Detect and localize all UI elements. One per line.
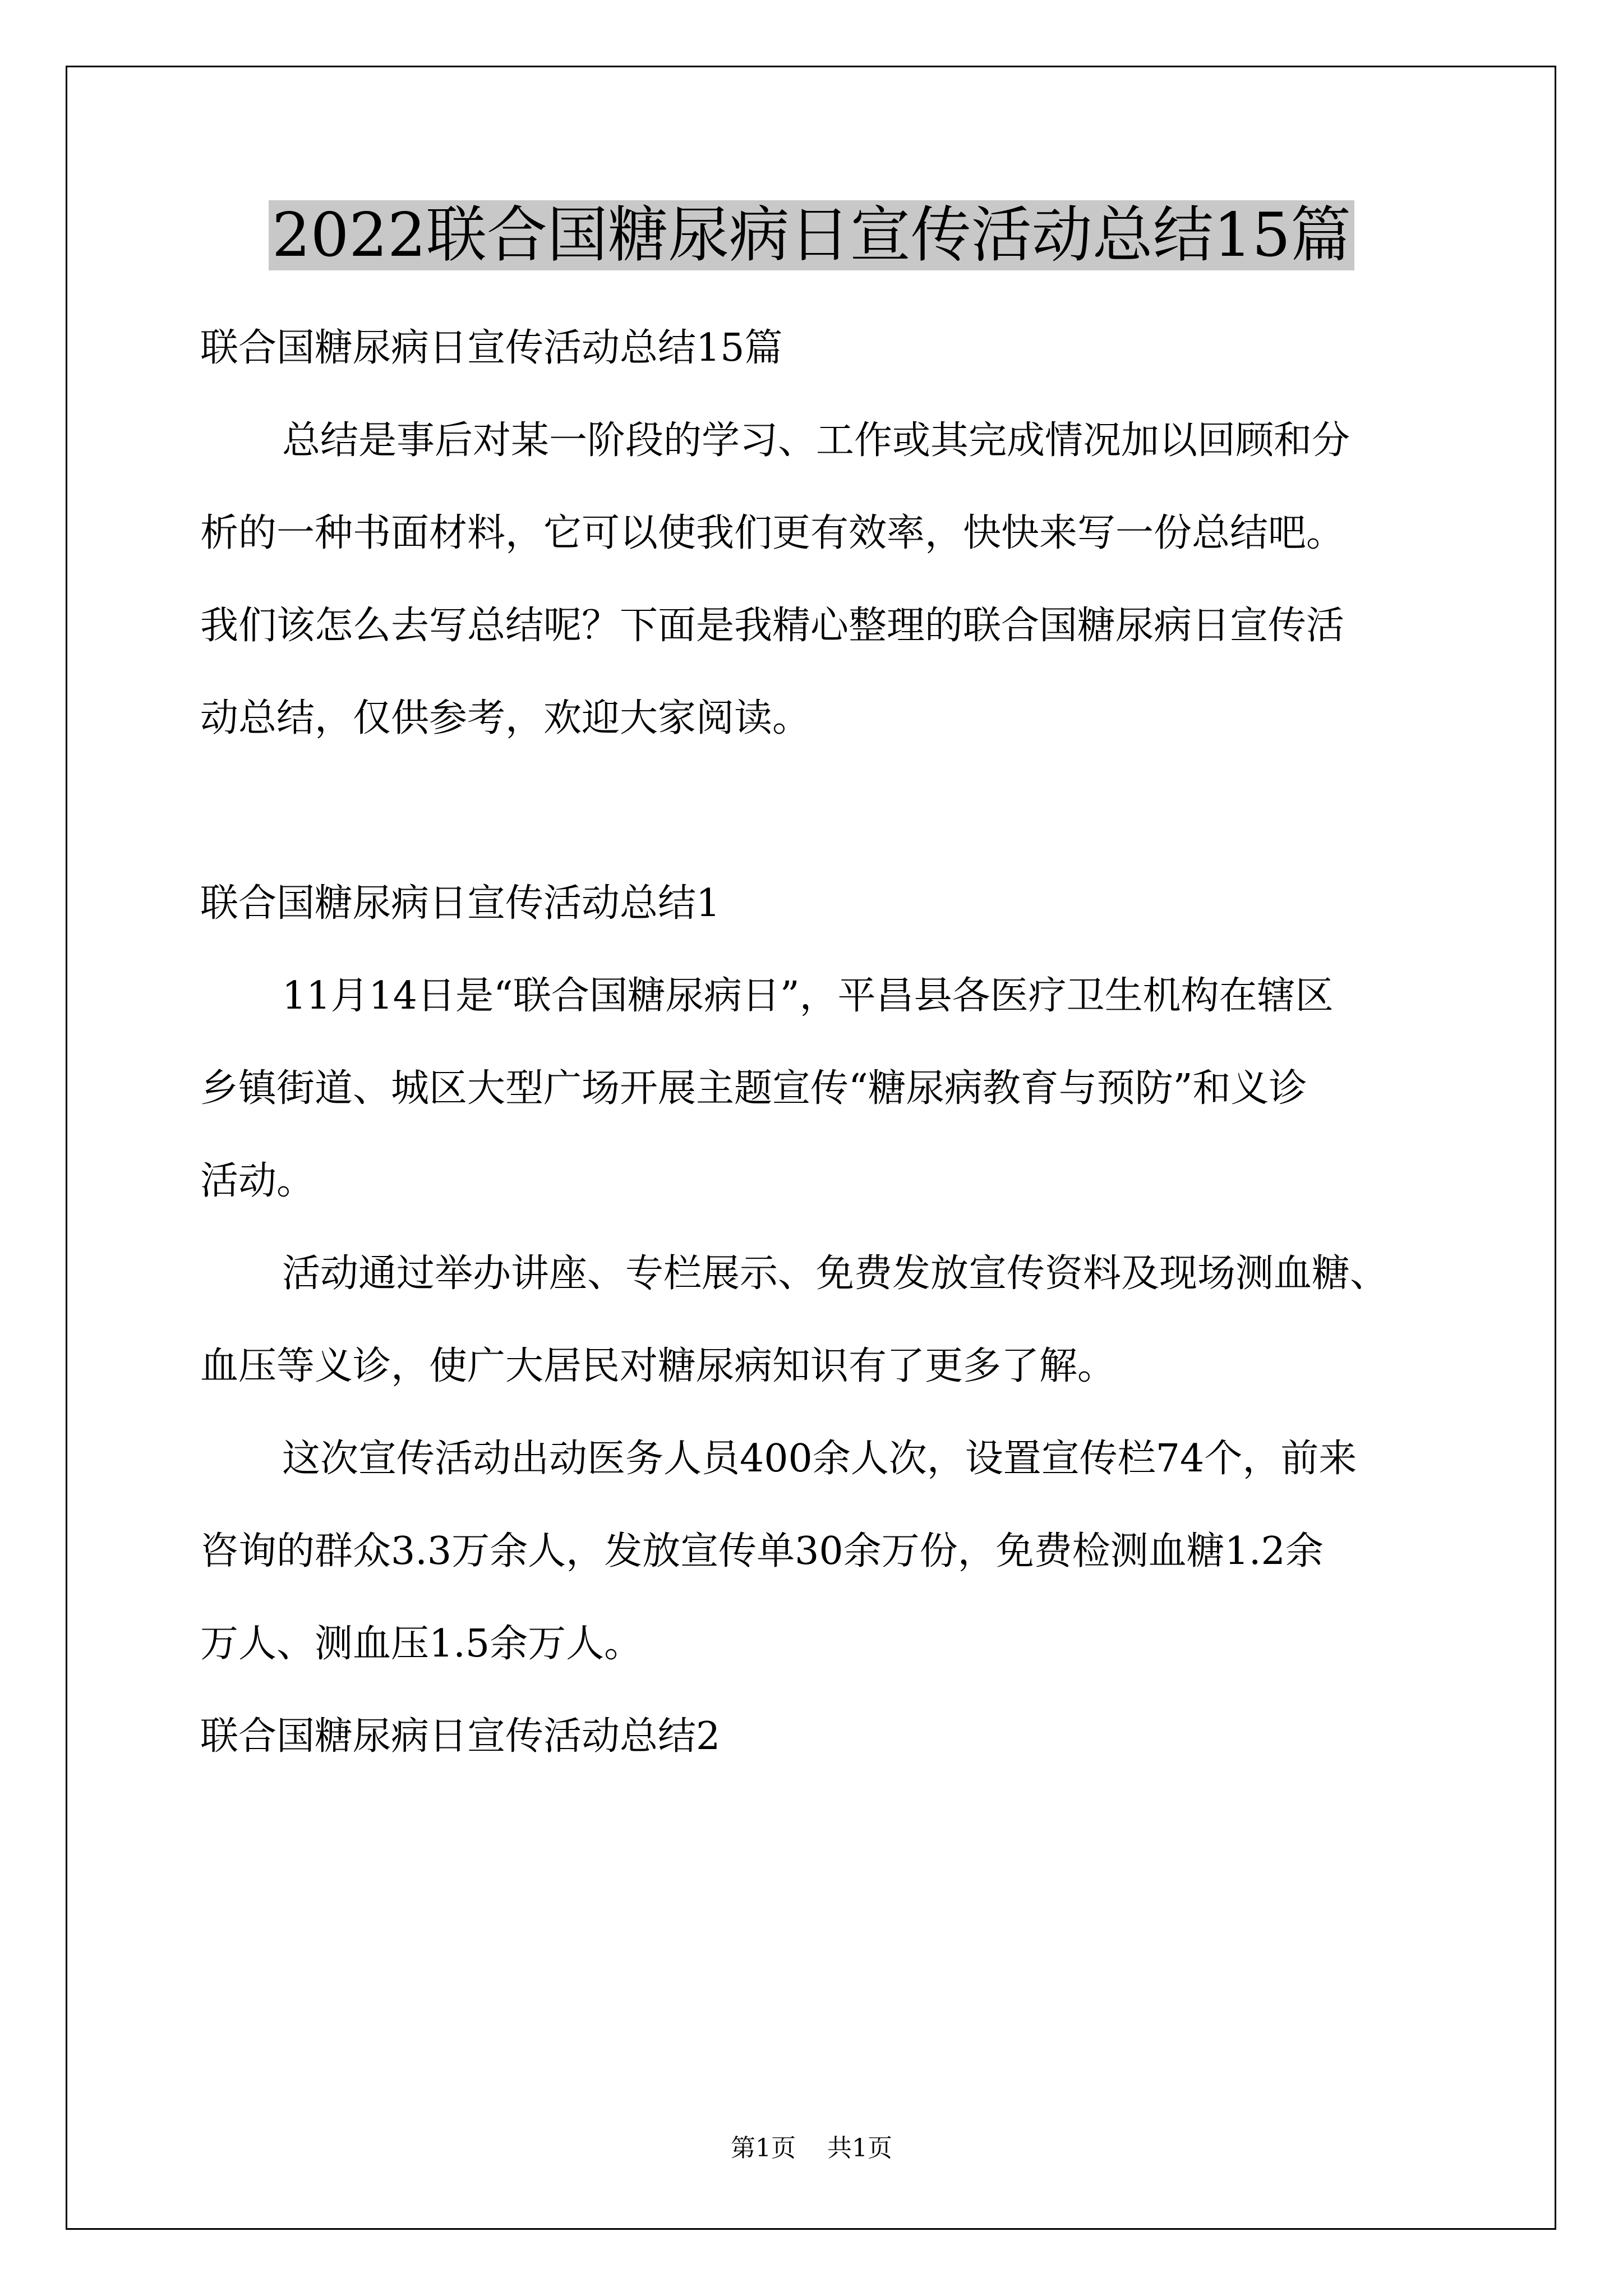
page-footer	[0, 2132, 1623, 2165]
document-body	[200, 302, 1440, 1783]
document-title-text: 2022联合国糖尿病日宣传活动总结15篇	[269, 200, 1354, 270]
paragraph-gap	[200, 765, 1440, 857]
intro-line: 动总结，仅供参考，欢迎大家阅读。	[200, 696, 811, 740]
paragraph-line: 活动通过举办讲座、专栏展示、免费发放宣传资料及现场测血糖、	[282, 1251, 1389, 1296]
page-total: 共1页	[827, 2134, 892, 2162]
paragraph-line: 活动。	[200, 1159, 315, 1203]
paragraph-line: 乡镇街道、城区大型广场开展主题宣传“糖尿病教育与预防”和义诊	[200, 1066, 1307, 1111]
intro-line: 我们该怎么去写总结呢？下面是我精心整理的联合国糖尿病日宣传活	[200, 604, 1345, 648]
section-heading-2: 联合国糖尿病日宣传活动总结2	[200, 1714, 721, 1759]
paragraph-line: 血压等义诊，使广大居民对糖尿病知识有了更多了解。	[200, 1344, 1116, 1388]
intro-line: 总结是事后对某一阶段的学习、工作或其完成情况加以回顾和分	[282, 418, 1350, 463]
paragraph-line: 万人、测血压1.5余万人。	[200, 1622, 643, 1666]
document-title	[0, 196, 1623, 275]
paragraph-line: 这次宣传活动出动医务人员400余人次，设置宣传栏74个，前来	[282, 1437, 1357, 1481]
paragraph-line: 咨询的群众3.3万余人，发放宣传单30余万份，免费检测血糖1.2余	[200, 1529, 1324, 1573]
intro-line: 析的一种书面材料，它可以使我们更有效率，快快来写一份总结吧。	[200, 511, 1345, 555]
subtitle: 联合国糖尿病日宣传活动总结15篇	[200, 326, 783, 370]
page-number: 第1页	[731, 2134, 796, 2162]
section-heading-1: 联合国糖尿病日宣传活动总结1	[200, 881, 721, 926]
paragraph-line: 11月14日是“联合国糖尿病日”，平昌县各医疗卫生机构在辖区	[282, 974, 1334, 1018]
